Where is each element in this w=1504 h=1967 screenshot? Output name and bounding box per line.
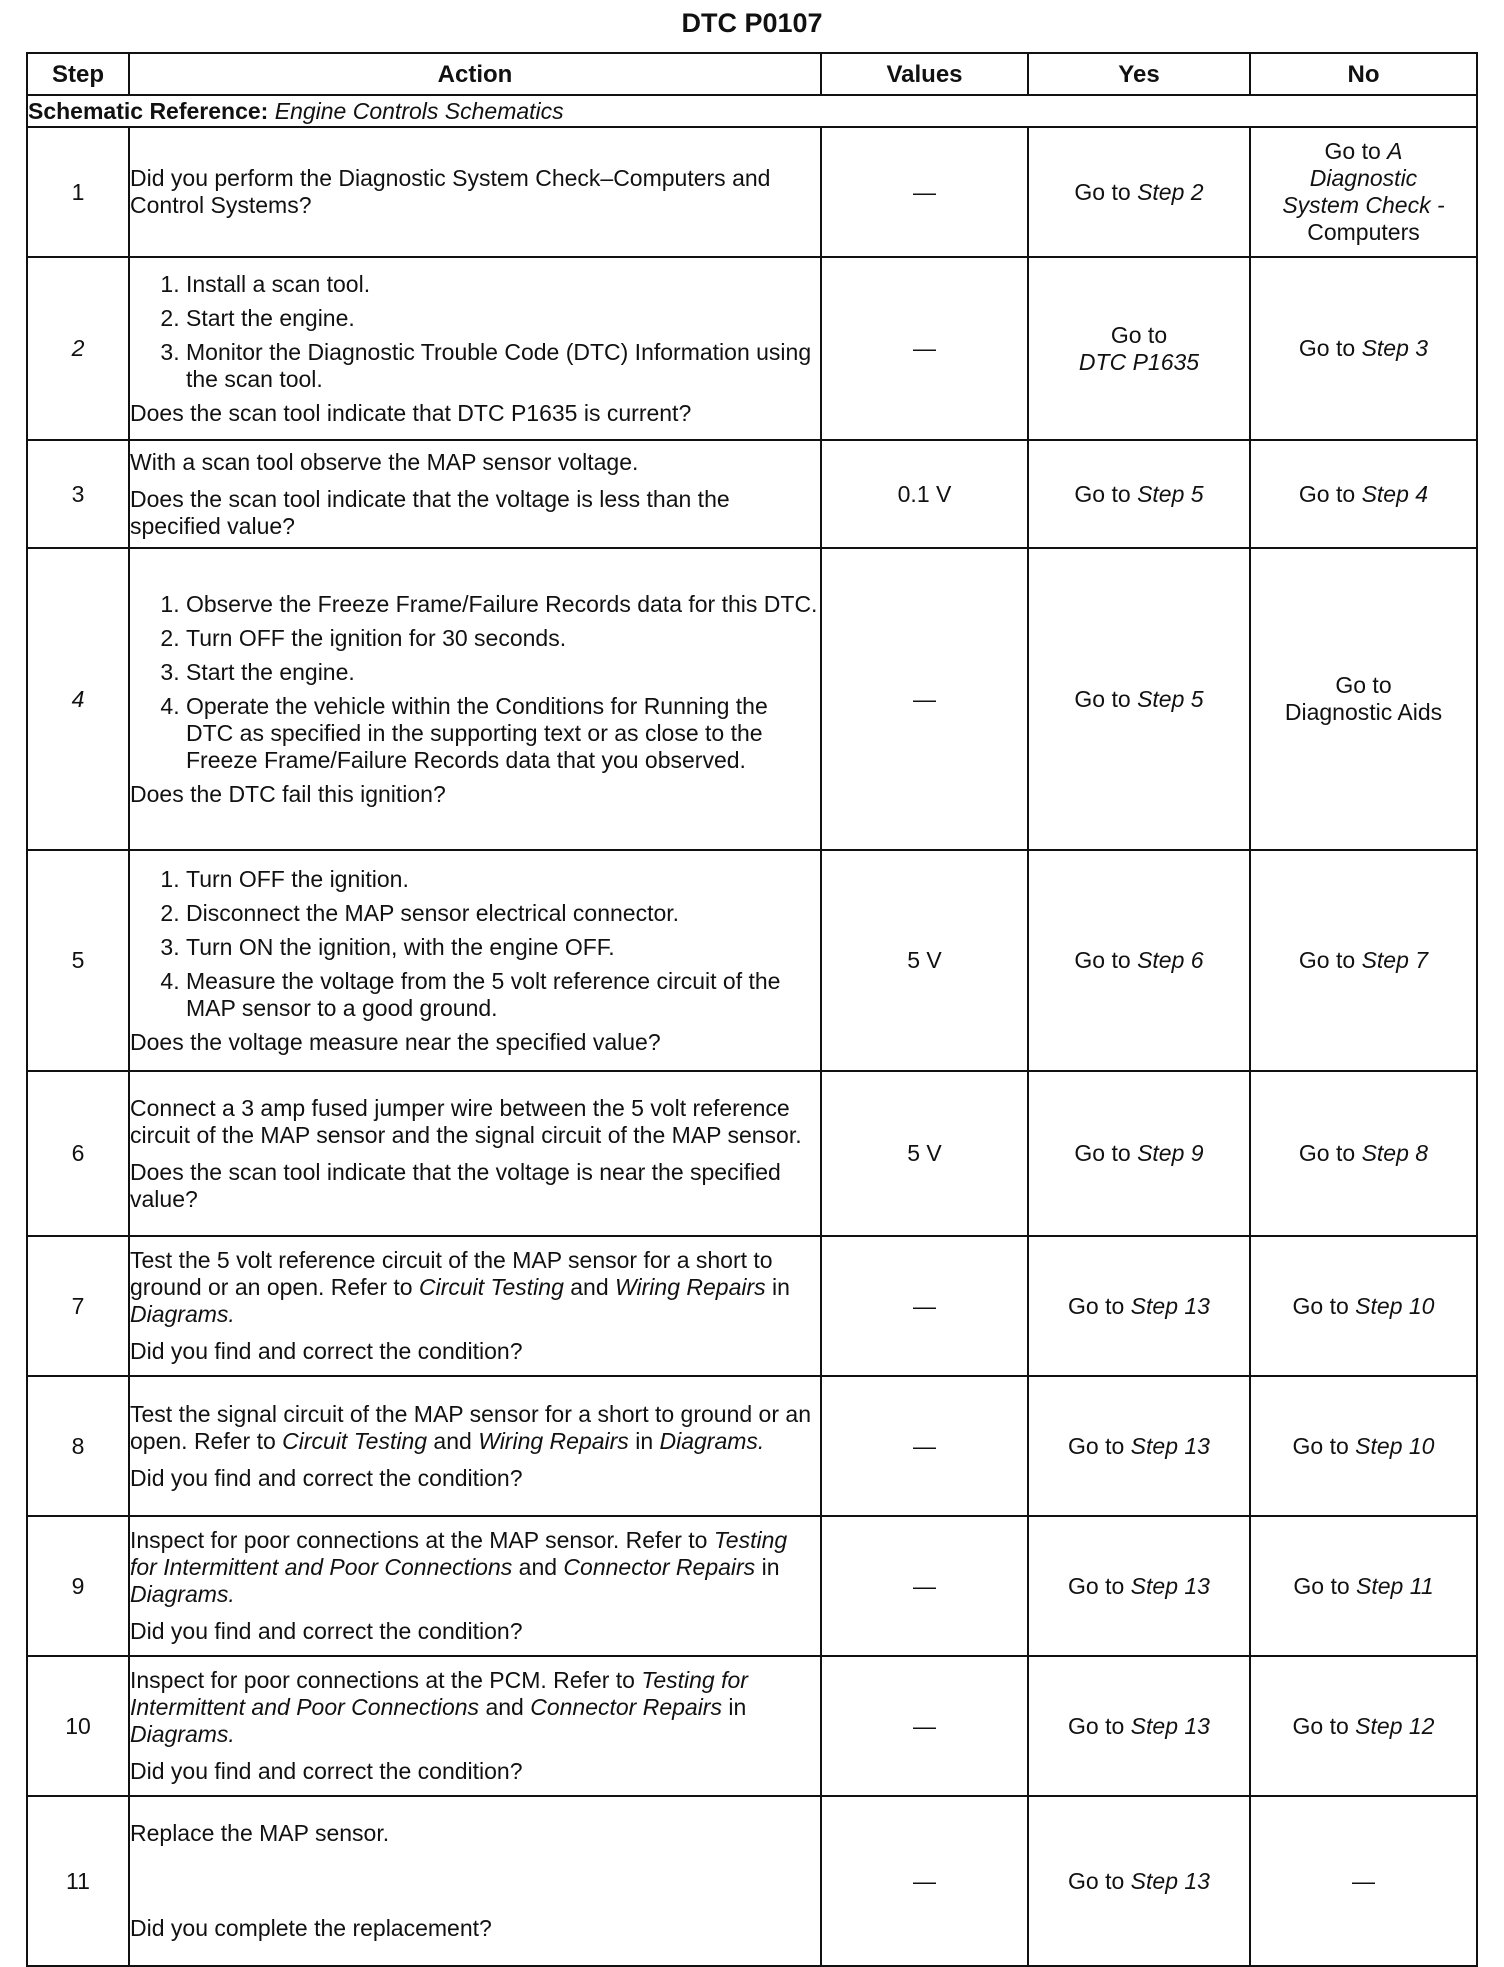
no-target: Step 3 <box>1361 335 1429 361</box>
no-cell <box>1250 127 1477 257</box>
list-item: 3. Monitor the Diagnostic Trouble Code (DTC) Information using the scan tool. <box>186 339 820 393</box>
no-cell <box>1250 1376 1477 1516</box>
no-target: Step 10 <box>1355 1292 1435 1319</box>
step-number: 3 <box>27 440 129 548</box>
table-row <box>27 127 1477 257</box>
text-segment: and <box>433 1427 472 1454</box>
list-item: 2. Turn OFF the ignition for 30 seconds. <box>186 625 820 652</box>
reference-link-text: Circuit Testing <box>418 1274 564 1300</box>
text-segment: in <box>772 1274 790 1300</box>
yes-cell <box>1028 1656 1250 1796</box>
schematic-label: Schematic Reference: <box>28 97 269 124</box>
yes-cell <box>1028 127 1250 257</box>
action-question: Does the scan tool indicate that DTC P1635 is current? <box>130 399 692 426</box>
value-cell: — <box>821 257 1028 440</box>
schematic-value: Engine Controls Schematics <box>274 97 564 124</box>
no-target: Step 11 <box>1356 1572 1434 1599</box>
action-text: Replace the MAP sensor. <box>130 1820 390 1846</box>
yes-target: Step 2 <box>1137 178 1204 205</box>
value-cell: — <box>821 1656 1028 1796</box>
no-cell <box>1250 548 1477 850</box>
value-cell: — <box>821 1516 1028 1656</box>
value-cell: 0.1 V <box>821 440 1028 548</box>
text-segment: Test the 5 volt reference circuit of the MAP sensor for a short to ground or an open. Refer to <box>130 1247 773 1300</box>
header-row <box>27 53 1477 95</box>
action-question: Does the DTC fail this ignition? <box>130 780 446 807</box>
action-question: Did you find and correct the condition? <box>130 1758 523 1784</box>
yes-cell <box>1028 548 1250 850</box>
table-row <box>27 440 1477 548</box>
yes-target: Step 13 <box>1130 1292 1210 1319</box>
reference-link-text: Connector Repairs <box>563 1554 756 1580</box>
go-to-text: Go to <box>1298 335 1356 361</box>
no-target-c: System Check - <box>1282 192 1445 218</box>
reference-link-text: Circuit Testing <box>282 1427 428 1454</box>
action-text <box>130 1667 820 1748</box>
no-target-d: Computers <box>1307 219 1420 245</box>
reference-link-text: Diagrams. <box>659 1427 765 1454</box>
action-cell <box>129 1236 821 1376</box>
action-cell <box>129 850 821 1071</box>
go-to-text: Go to <box>1074 178 1131 205</box>
no-cell <box>1250 440 1477 548</box>
action-text <box>130 1247 820 1328</box>
reference-link-text: Wiring Repairs <box>478 1427 629 1454</box>
no-cell <box>1250 1656 1477 1796</box>
reference-link-text: Testing for Intermittent and Poor Connections <box>130 1527 788 1580</box>
table-row <box>27 1656 1477 1796</box>
no-cell <box>1250 257 1477 440</box>
list-item: 3. Turn ON the ignition, with the engine OFF. <box>186 934 820 961</box>
step-number: 9 <box>27 1516 129 1656</box>
step-number: 11 <box>27 1796 129 1966</box>
go-to-text: Go to <box>1068 1867 1125 1894</box>
yes-cell <box>1028 257 1250 440</box>
step-number: 6 <box>27 1071 129 1236</box>
text-segment: and <box>485 1694 524 1720</box>
go-to-text: Go to <box>1324 138 1381 164</box>
table-row <box>27 1376 1477 1516</box>
action-list <box>130 271 820 393</box>
action-text <box>130 1401 820 1455</box>
action-cell <box>129 1071 821 1236</box>
yes-target: DTC P1635 <box>1078 348 1200 375</box>
go-to-text: Go to <box>1292 1712 1349 1739</box>
table-row <box>27 850 1477 1071</box>
yes-target: Step 13 <box>1130 1572 1210 1599</box>
header-no: No <box>1250 53 1477 95</box>
page-title: DTC P0107 <box>681 8 823 38</box>
go-to-text: Go to <box>1298 480 1356 507</box>
yes-target: Step 13 <box>1130 1712 1210 1739</box>
reference-link-text: Wiring Repairs <box>615 1274 766 1300</box>
list-item: 4. Operate the vehicle within the Conditions for Running the DTC as specified in the supporting text or as close to the Freeze Frame/Failure Records data that you observed. <box>186 693 820 774</box>
text-segment: and <box>570 1274 609 1300</box>
list-item: 1. Install a scan tool. <box>186 271 820 298</box>
go-to-text: Go to <box>1074 480 1131 507</box>
action-cell <box>129 127 821 257</box>
go-to-text: Go to <box>1068 1712 1125 1739</box>
list-item: 2. Disconnect the MAP sensor electrical connector. <box>186 900 820 927</box>
list-item: 4. Measure the voltage from the 5 volt reference circuit of the MAP sensor to a good ground. <box>186 968 820 1022</box>
yes-cell <box>1028 850 1250 1071</box>
no-cell <box>1250 1236 1477 1376</box>
value-cell: — <box>821 127 1028 257</box>
action-question: Does the voltage measure near the specified value? <box>130 1028 661 1055</box>
step-number: 8 <box>27 1376 129 1516</box>
action-question: Did you find and correct the condition? <box>130 1618 523 1644</box>
action-question: Does the scan tool indicate that the voltage is near the specified value? <box>130 1158 781 1212</box>
no-cell <box>1250 1516 1477 1656</box>
no-target-b: Diagnostic <box>1309 165 1418 191</box>
no-target: Step 4 <box>1361 480 1429 507</box>
yes-cell <box>1028 1796 1250 1966</box>
text-segment: and <box>518 1554 558 1580</box>
yes-cell <box>1028 1071 1250 1236</box>
action-cell <box>129 1796 821 1966</box>
header-action: Action <box>129 53 821 95</box>
no-target: Step 12 <box>1355 1712 1435 1739</box>
yes-target: Step 6 <box>1137 947 1204 973</box>
yes-target: Step 5 <box>1137 480 1204 507</box>
step-number: 10 <box>27 1656 129 1796</box>
action-cell <box>129 1656 821 1796</box>
table-row <box>27 1071 1477 1236</box>
header-step: Step <box>27 53 129 95</box>
no-target-a: A <box>1387 138 1403 164</box>
no-target: Step 8 <box>1361 1140 1429 1166</box>
value-cell: 5 V <box>821 850 1028 1071</box>
table-row <box>27 257 1477 440</box>
list-item: 2. Start the engine. <box>186 305 820 332</box>
action-list <box>130 591 820 774</box>
action-question: Did you find and correct the condition? <box>130 1338 523 1364</box>
go-to-text: Go to <box>1110 321 1168 348</box>
table-row <box>27 1516 1477 1656</box>
go-to-text: Go to <box>1068 1432 1125 1459</box>
header-values: Values <box>821 53 1028 95</box>
value-cell: — <box>821 1236 1028 1376</box>
reference-link-text: Connector Repairs <box>530 1694 722 1720</box>
reference-link-text: Diagrams. <box>130 1581 235 1607</box>
yes-target: Step 9 <box>1137 1140 1204 1166</box>
yes-target: Step 5 <box>1137 685 1204 712</box>
no-cell: — <box>1250 1796 1477 1966</box>
action-question: Did you find and correct the condition? <box>130 1464 523 1491</box>
action-list <box>130 866 820 1022</box>
dtc-table <box>26 52 1478 1967</box>
table-row <box>27 548 1477 850</box>
action-cell <box>129 1376 821 1516</box>
go-to-text: Go to <box>1068 1572 1125 1599</box>
go-to-text: Go to <box>1074 947 1131 973</box>
step-number: 4 <box>27 548 129 850</box>
no-target: Diagnostic Aids <box>1284 699 1443 725</box>
go-to-text: Go to <box>1074 1140 1131 1166</box>
no-cell <box>1250 850 1477 1071</box>
yes-cell <box>1028 1376 1250 1516</box>
go-to-text: Go to <box>1298 1140 1356 1166</box>
no-cell <box>1250 1071 1477 1236</box>
action-cell <box>129 440 821 548</box>
go-to-text: Go to <box>1293 1572 1350 1599</box>
value-cell: — <box>821 548 1028 850</box>
action-cell <box>129 257 821 440</box>
no-target: Step 7 <box>1361 947 1429 973</box>
table-row <box>27 1236 1477 1376</box>
action-cell <box>129 548 821 850</box>
go-to-text: Go to <box>1292 1292 1349 1319</box>
text-segment: Test the signal circuit of the MAP sensor for a short to ground or an open. Refer to <box>130 1400 811 1454</box>
reference-link-text: Diagrams. <box>130 1721 235 1747</box>
value-cell: — <box>821 1796 1028 1966</box>
step-number: 7 <box>27 1236 129 1376</box>
schematic-row <box>27 95 1477 127</box>
text-segment: Inspect for poor connections at the MAP sensor. Refer to <box>130 1527 708 1553</box>
go-to-text: Go to <box>1335 672 1392 698</box>
step-number: 1 <box>27 127 129 257</box>
action-question: Did you complete the replacement? <box>130 1915 492 1941</box>
go-to-text: Go to <box>1298 947 1356 973</box>
schematic-reference <box>27 95 1477 127</box>
action-cell <box>129 1516 821 1656</box>
text-segment: Inspect for poor connections at the PCM. Refer to <box>130 1667 635 1693</box>
table-row <box>27 1796 1477 1966</box>
header-yes: Yes <box>1028 53 1250 95</box>
value-cell: — <box>821 1376 1028 1516</box>
reference-link-text: Testing for Intermittent and Poor Connections <box>130 1667 748 1720</box>
text-segment: in <box>728 1694 747 1720</box>
action-text: Connect a 3 amp fused jumper wire between the 5 volt reference circuit of the MAP sensor and the signal circuit of the MAP sensor. <box>130 1094 802 1148</box>
yes-cell <box>1028 1516 1250 1656</box>
no-target: Step 10 <box>1355 1432 1435 1459</box>
action-text <box>130 1527 820 1608</box>
go-to-text: Go to <box>1292 1432 1349 1459</box>
yes-cell <box>1028 1236 1250 1376</box>
step-number: 2 <box>27 257 129 440</box>
action-text: With a scan tool observe the MAP sensor voltage. <box>130 448 639 475</box>
text-segment: in <box>761 1554 780 1580</box>
go-to-text: Go to <box>1068 1292 1125 1319</box>
yes-target: Step 13 <box>1130 1867 1210 1894</box>
step-number: 5 <box>27 850 129 1071</box>
list-item: 1. Observe the Freeze Frame/Failure Records data for this DTC. <box>186 591 820 618</box>
yes-target: Step 13 <box>1130 1432 1210 1459</box>
go-to-text: Go to <box>1074 685 1131 712</box>
action-text: Did you perform the Diagnostic System Check–Computers and Control Systems? <box>130 165 771 218</box>
yes-cell <box>1028 440 1250 548</box>
action-question: Does the scan tool indicate that the voltage is less than the specified value? <box>130 485 730 539</box>
list-item: 1. Turn OFF the ignition. <box>186 866 820 893</box>
reference-link-text: Diagrams. <box>130 1301 235 1327</box>
text-segment: in <box>635 1427 654 1454</box>
list-item: 3. Start the engine. <box>186 659 820 686</box>
value-cell: 5 V <box>821 1071 1028 1236</box>
